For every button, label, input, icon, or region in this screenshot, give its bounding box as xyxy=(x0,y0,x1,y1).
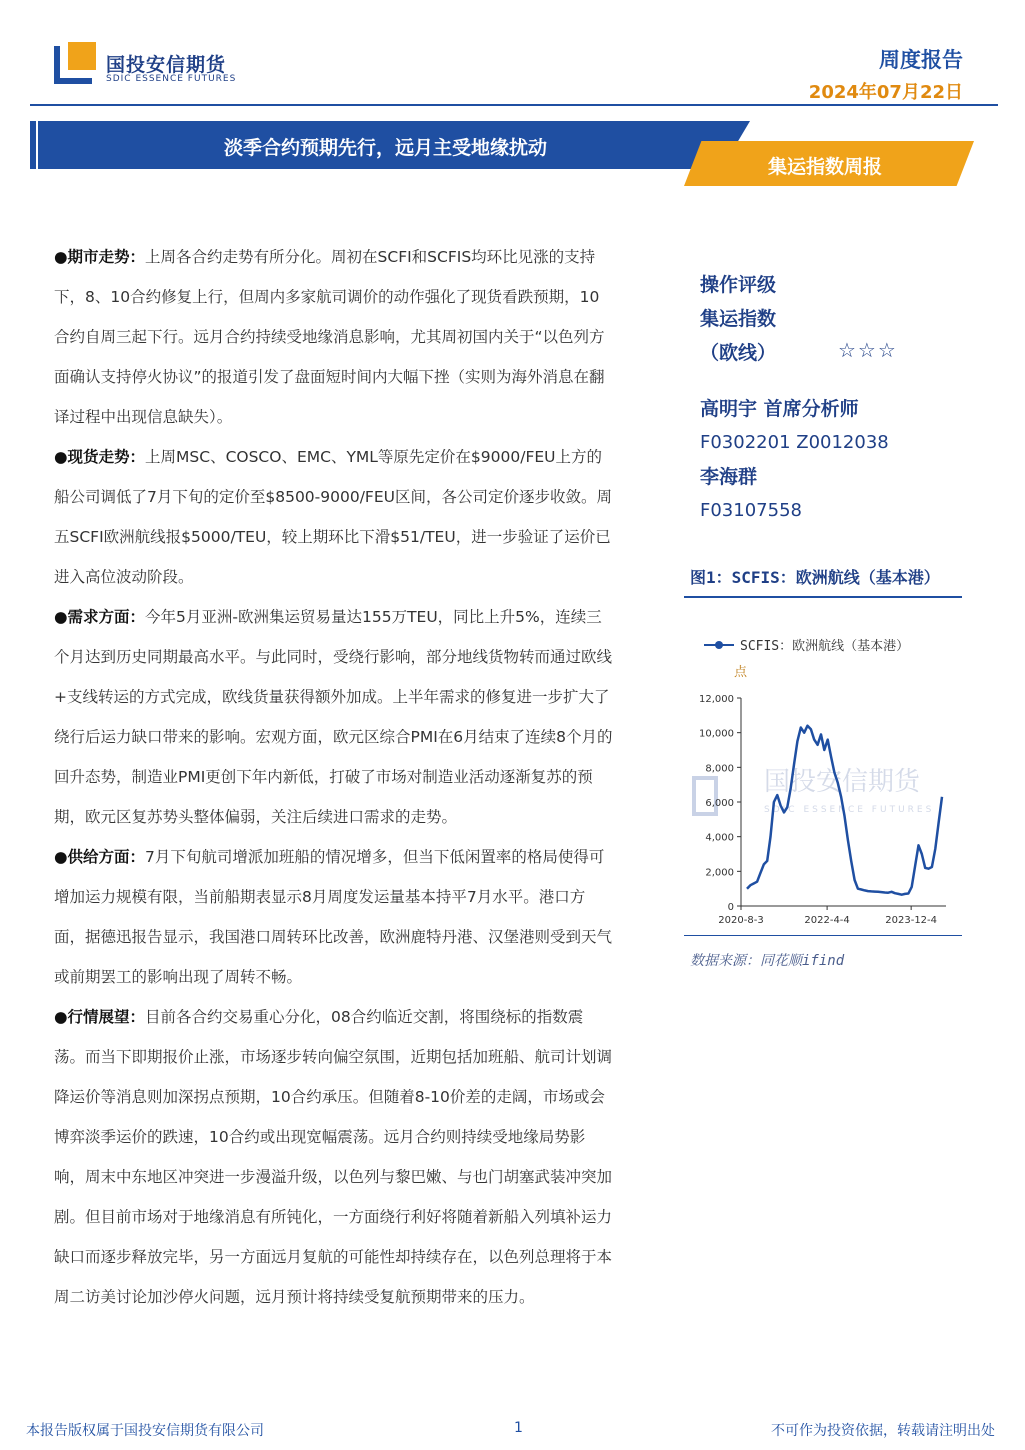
analyst-name-1: 高明宇 首席分析师 xyxy=(700,398,859,420)
report-body xyxy=(54,237,614,1317)
section-text: 目前各合约交易重心分化，08合约临近交割，将围绕标的指数震荡。而当下即期报价止涨，市场逐步转向偏空氛围，近期包括加班船、航司计划调降运价等消息则加深拐点预期，10合约承压。但随着8-10价差的走阔，市场或会博弈淡季运价的跌速，10合约或出现宽幅震荡。远月合约则持续受地缘局势影响，周末中东地区冲突进一步漫溢升级，以色列与黎巴嫩、与也门胡塞武装冲突加剧。但目前市场对于地缘消息有所钝化，一方面绕行利好将随着新船入列填补运力缺口而逐步释放完毕，另一方面远月复航的可能性却持续存在，以色列总理将于本周二访美讨论加沙停火问题，远月预计将持续受复航预期带来的压力。 xyxy=(54,1008,613,1306)
report-date: 2024年07月22日 xyxy=(808,82,963,103)
rating-subject: 集运指数 xyxy=(700,308,777,330)
unit-label: 点 xyxy=(734,665,748,680)
section-text: 上周各合约走势有所分化。周初在SCFI和SCFIS均环比见涨的支持下，8、10合约修复上行，但周内多家航司调价的动作强化了现货看跌预期，10合约自周三起下行。远月合约持续受地缘消息影响，尤其周初国内关于“以色列方面确认支持停火协议”的报道引发了盘面短时间内大幅下挫（实则为海外消息在翻译过程中出现信息缺失）。 xyxy=(54,248,605,426)
header-divider xyxy=(30,104,998,106)
section-spot xyxy=(54,437,614,597)
y-tick-label: 10,000 xyxy=(699,728,734,740)
watermark-en: SDIC ESSENCE FUTURES xyxy=(764,805,935,815)
y-tick-label: 0 xyxy=(727,902,734,913)
y-tick-label: 8,000 xyxy=(705,763,734,775)
company-logo xyxy=(54,42,98,84)
x-tick-label: 2023-12-4 xyxy=(885,915,938,926)
data-source: 数据来源：同花顺ifind xyxy=(690,953,845,969)
section-supply xyxy=(54,837,614,997)
analyst-cert-1: F0302201 Z0012038 xyxy=(700,432,889,453)
legend-label: SCFIS：欧洲航线（基本港） xyxy=(740,639,910,654)
disclaimer: 不可作为投资依据，转载请注明出处 xyxy=(771,1423,995,1439)
section-futures xyxy=(54,237,614,437)
analyst-name-2: 李海群 xyxy=(700,466,758,488)
section-demand xyxy=(54,597,614,837)
section-label: ●需求方面： xyxy=(54,608,146,626)
sidebar xyxy=(700,268,970,528)
copyright-notice: 本报告版权属于国投安信期货有限公司 xyxy=(26,1423,264,1439)
section-text: 今年5月亚洲-欧洲集运贸易量达155万TEU，同比上升5%，连续三个月达到历史同期最高水平。与此同时，受绕行影响，部分地线货物转而通过欧线+支线转运的方式完成，欧线货量获得额外加成。上半年需求的修复进一步扩大了绕行后运力缺口带来的影响。宏观方面，欧元区综合PMI在6月结束了连续8个月的回升态势，制造业PMI更创下年内新低，打破了市场对制造业活动逐渐复苏的预期，欧元区复苏势头整体偏弱，关注后续进口需求的走势。 xyxy=(54,608,613,826)
y-tick-label: 4,000 xyxy=(705,832,734,844)
figure-title: 图1：SCFIS：欧洲航线（基本港） xyxy=(690,568,940,587)
section-label: ●现货走势： xyxy=(54,448,146,466)
report-title: 淡季合约预期先行，远月主受地缘扰动 xyxy=(224,137,548,159)
rating-stars: ☆☆☆ xyxy=(838,338,898,362)
section-outlook xyxy=(54,997,614,1317)
title-accent xyxy=(30,121,36,169)
section-text: 上周MSC、COSCO、EMC、YML等原先定价在$9000/FEU上方的船公司调低了7月下旬的定价至$8500-9000/FEU区间，各公司定价逐步收敛。周五SCFI欧洲航线报$5000/TEU，较上期环比下滑$51/TEU，进一步验证了运价已进入高位波动阶段。 xyxy=(54,448,612,586)
chart-container xyxy=(684,620,962,935)
page-number: 1 xyxy=(514,1420,523,1436)
analyst-cert-2: F03107558 xyxy=(700,500,802,521)
section-text: 7月下旬航司增派加班船的情况增多，但当下低闲置率的格局使得可增加运力规模有限，当前船期表显示8月周度发运量基本持平7月水平。港口方面，据德迅报告显示，我国港口周转环比改善，欧洲鹿特丹港、汉堡港则受到天气或前期罢工的影响出现了周转不畅。 xyxy=(54,848,613,986)
section-label: ●行情展望： xyxy=(54,1008,146,1026)
y-tick-label: 6,000 xyxy=(705,798,734,809)
rating-route: （欧线） xyxy=(700,342,777,364)
x-tick-label: 2020-8-3 xyxy=(718,915,764,926)
report-type: 周度报告 xyxy=(879,48,963,72)
x-tick-label: 2022-4-4 xyxy=(804,915,850,926)
logo-english-name: SDIC ESSENCE FUTURES xyxy=(106,74,237,84)
legend-marker xyxy=(715,641,723,649)
scfis-chart xyxy=(684,620,962,935)
section-label: ●期市走势： xyxy=(54,248,146,266)
logo-chinese-name: 国投安信期货 xyxy=(106,54,227,76)
section-label: ●供给方面： xyxy=(54,848,146,866)
watermark-cn: 国投安信期货 xyxy=(764,767,921,797)
y-tick-label: 12,000 xyxy=(699,694,734,705)
report-tag: 集运指数周报 xyxy=(768,156,883,178)
y-tick-label: 2,000 xyxy=(705,867,734,879)
figure-bottom-rule xyxy=(684,935,962,936)
figure-top-rule xyxy=(684,596,962,598)
rating-heading: 操作评级 xyxy=(700,274,777,296)
